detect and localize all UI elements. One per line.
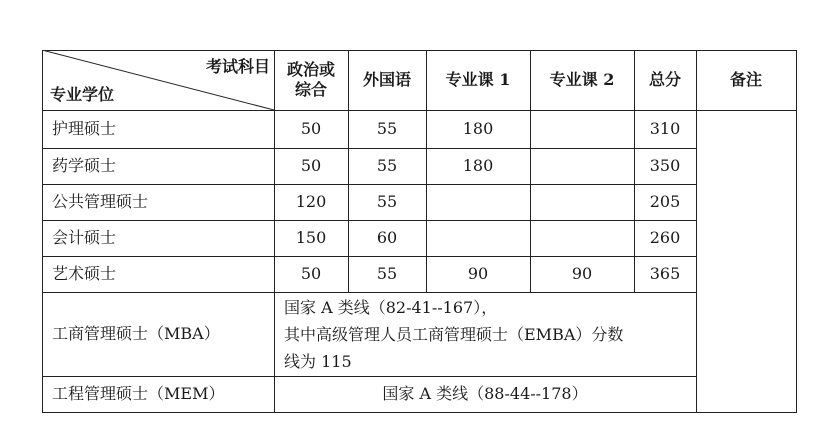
- header-total: 总分: [648, 70, 681, 89]
- remarks-cell: [696, 110, 796, 412]
- row-politics: 50: [300, 156, 322, 175]
- header-subject-label: 考试科目: [205, 57, 270, 76]
- row-major1: 180: [462, 119, 494, 138]
- row-major1: 90: [467, 264, 489, 283]
- row-total: 365: [649, 264, 681, 283]
- row-major2: [530, 110, 634, 148]
- header-remarks: 备注: [729, 70, 762, 89]
- row-foreign: 55: [376, 156, 398, 175]
- mem-degree: 工程管理硕士（MEM）: [52, 384, 225, 403]
- score-table: [42, 50, 796, 412]
- header-politics-line2: 综合: [294, 80, 327, 99]
- row-degree: 公共管理硕士: [52, 192, 149, 211]
- mba-note-line2: 其中高级管理人员工商管理硕士（EMBA）分数: [284, 325, 624, 344]
- row-major2: [530, 220, 634, 256]
- table-border-bottom: [42, 412, 796, 413]
- mba-degree: 工商管理硕士（MBA）: [52, 324, 220, 343]
- header-foreign-language: 外国语: [362, 70, 411, 89]
- row-total: 205: [649, 192, 681, 211]
- row-degree: 会计硕士: [52, 228, 117, 247]
- row-degree: 护理硕士: [52, 119, 117, 138]
- mba-note-line3: 线为 115: [284, 352, 352, 371]
- header-major1: 专业课 1: [445, 70, 511, 89]
- row-politics: 120: [295, 192, 327, 211]
- mba-note: [274, 294, 696, 376]
- header-major2: 专业课 2: [549, 70, 615, 89]
- row-major1: [426, 220, 530, 256]
- row-major1: [426, 184, 530, 220]
- row-degree: 艺术硕士: [52, 264, 117, 283]
- row-foreign: 55: [376, 119, 398, 138]
- mba-note-line1: 国家 A 类线（82-41--167），: [284, 298, 498, 317]
- header-politics-line1: 政治或: [286, 60, 335, 79]
- row-politics: 50: [300, 264, 322, 283]
- row-politics: 50: [300, 119, 322, 138]
- mem-note: 国家 A 类线（88-44--178）: [382, 384, 588, 403]
- row-total: 350: [649, 156, 681, 175]
- row-foreign: 60: [376, 228, 398, 247]
- row-major1: 180: [462, 156, 494, 175]
- row-total: 260: [649, 228, 681, 247]
- row-total: 310: [649, 119, 681, 138]
- row-major2: [530, 184, 634, 220]
- row-degree: 药学硕士: [52, 156, 117, 175]
- row-major2: 90: [571, 264, 593, 283]
- row-foreign: 55: [376, 264, 398, 283]
- row-politics: 150: [295, 228, 327, 247]
- row-major2: [530, 148, 634, 184]
- table-border-right: [796, 50, 797, 413]
- row-foreign: 55: [376, 192, 398, 211]
- header-politics: [274, 50, 348, 110]
- header-degree-label: 专业学位: [50, 85, 115, 104]
